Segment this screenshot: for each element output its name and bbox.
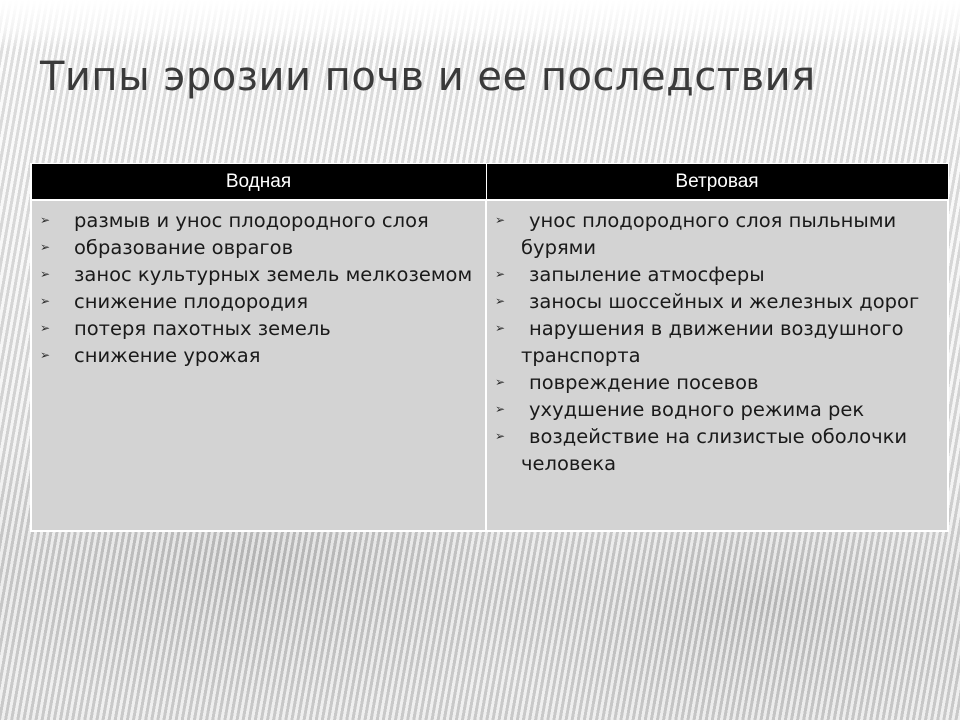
list-item-text: потеря пахотных земель [74, 317, 331, 340]
column-header-water: Водная [31, 164, 486, 201]
table-body-row [31, 200, 948, 531]
list-item-text: унос плодородного слоя пыльными бурями [521, 209, 897, 259]
list-item [38, 315, 479, 342]
water-erosion-effects-list [38, 207, 479, 369]
list-item [38, 261, 479, 288]
arrow-bullet-icon: ➢ [40, 267, 51, 281]
erosion-types-table [30, 163, 949, 532]
arrow-bullet-icon: ➢ [495, 213, 506, 227]
list-item-text: занос культурных земель мелкоземом [74, 263, 473, 286]
list-item-text: запыление атмосферы [529, 263, 765, 286]
arrow-bullet-icon: ➢ [40, 294, 51, 308]
list-item [493, 423, 941, 477]
arrow-bullet-icon: ➢ [495, 402, 506, 416]
list-item-text: повреждение посевов [529, 371, 759, 394]
arrow-bullet-icon: ➢ [495, 321, 506, 335]
list-item-text: воздействие на слизистые оболочки человека [521, 425, 908, 475]
arrow-bullet-icon: ➢ [40, 240, 51, 254]
arrow-bullet-icon: ➢ [495, 294, 506, 308]
arrow-bullet-icon: ➢ [495, 267, 506, 281]
arrow-bullet-icon: ➢ [495, 429, 506, 443]
list-item [493, 315, 941, 369]
water-erosion-cell [31, 200, 486, 531]
list-item-text: нарушения в движении воздушного транспорта [521, 317, 904, 367]
list-item [493, 396, 941, 423]
list-item-text: снижение урожая [74, 344, 261, 367]
wind-erosion-cell [486, 200, 948, 531]
list-item [38, 288, 479, 315]
list-item-text: размыв и унос плодородного слоя [74, 209, 429, 232]
background-highlight [0, 0, 960, 50]
column-header-wind: Ветровая [486, 164, 948, 201]
list-item [493, 261, 941, 288]
arrow-bullet-icon: ➢ [40, 348, 51, 362]
arrow-bullet-icon: ➢ [40, 321, 51, 335]
slide-title: Типы эрозии почв и ее последствия [40, 54, 816, 100]
list-item [493, 288, 941, 315]
list-item [493, 207, 941, 261]
list-item [38, 342, 479, 369]
list-item [38, 234, 479, 261]
list-item-text: заносы шоссейных и железных дорог [529, 290, 920, 313]
list-item [493, 369, 941, 396]
list-item-text: ухудшение водного режима рек [529, 398, 865, 421]
list-item [38, 207, 479, 234]
list-item-text: снижение плодородия [74, 290, 309, 313]
wind-erosion-effects-list [493, 207, 941, 477]
table-header-row [31, 164, 948, 201]
arrow-bullet-icon: ➢ [40, 213, 51, 227]
list-item-text: образование оврагов [74, 236, 294, 259]
arrow-bullet-icon: ➢ [495, 375, 506, 389]
